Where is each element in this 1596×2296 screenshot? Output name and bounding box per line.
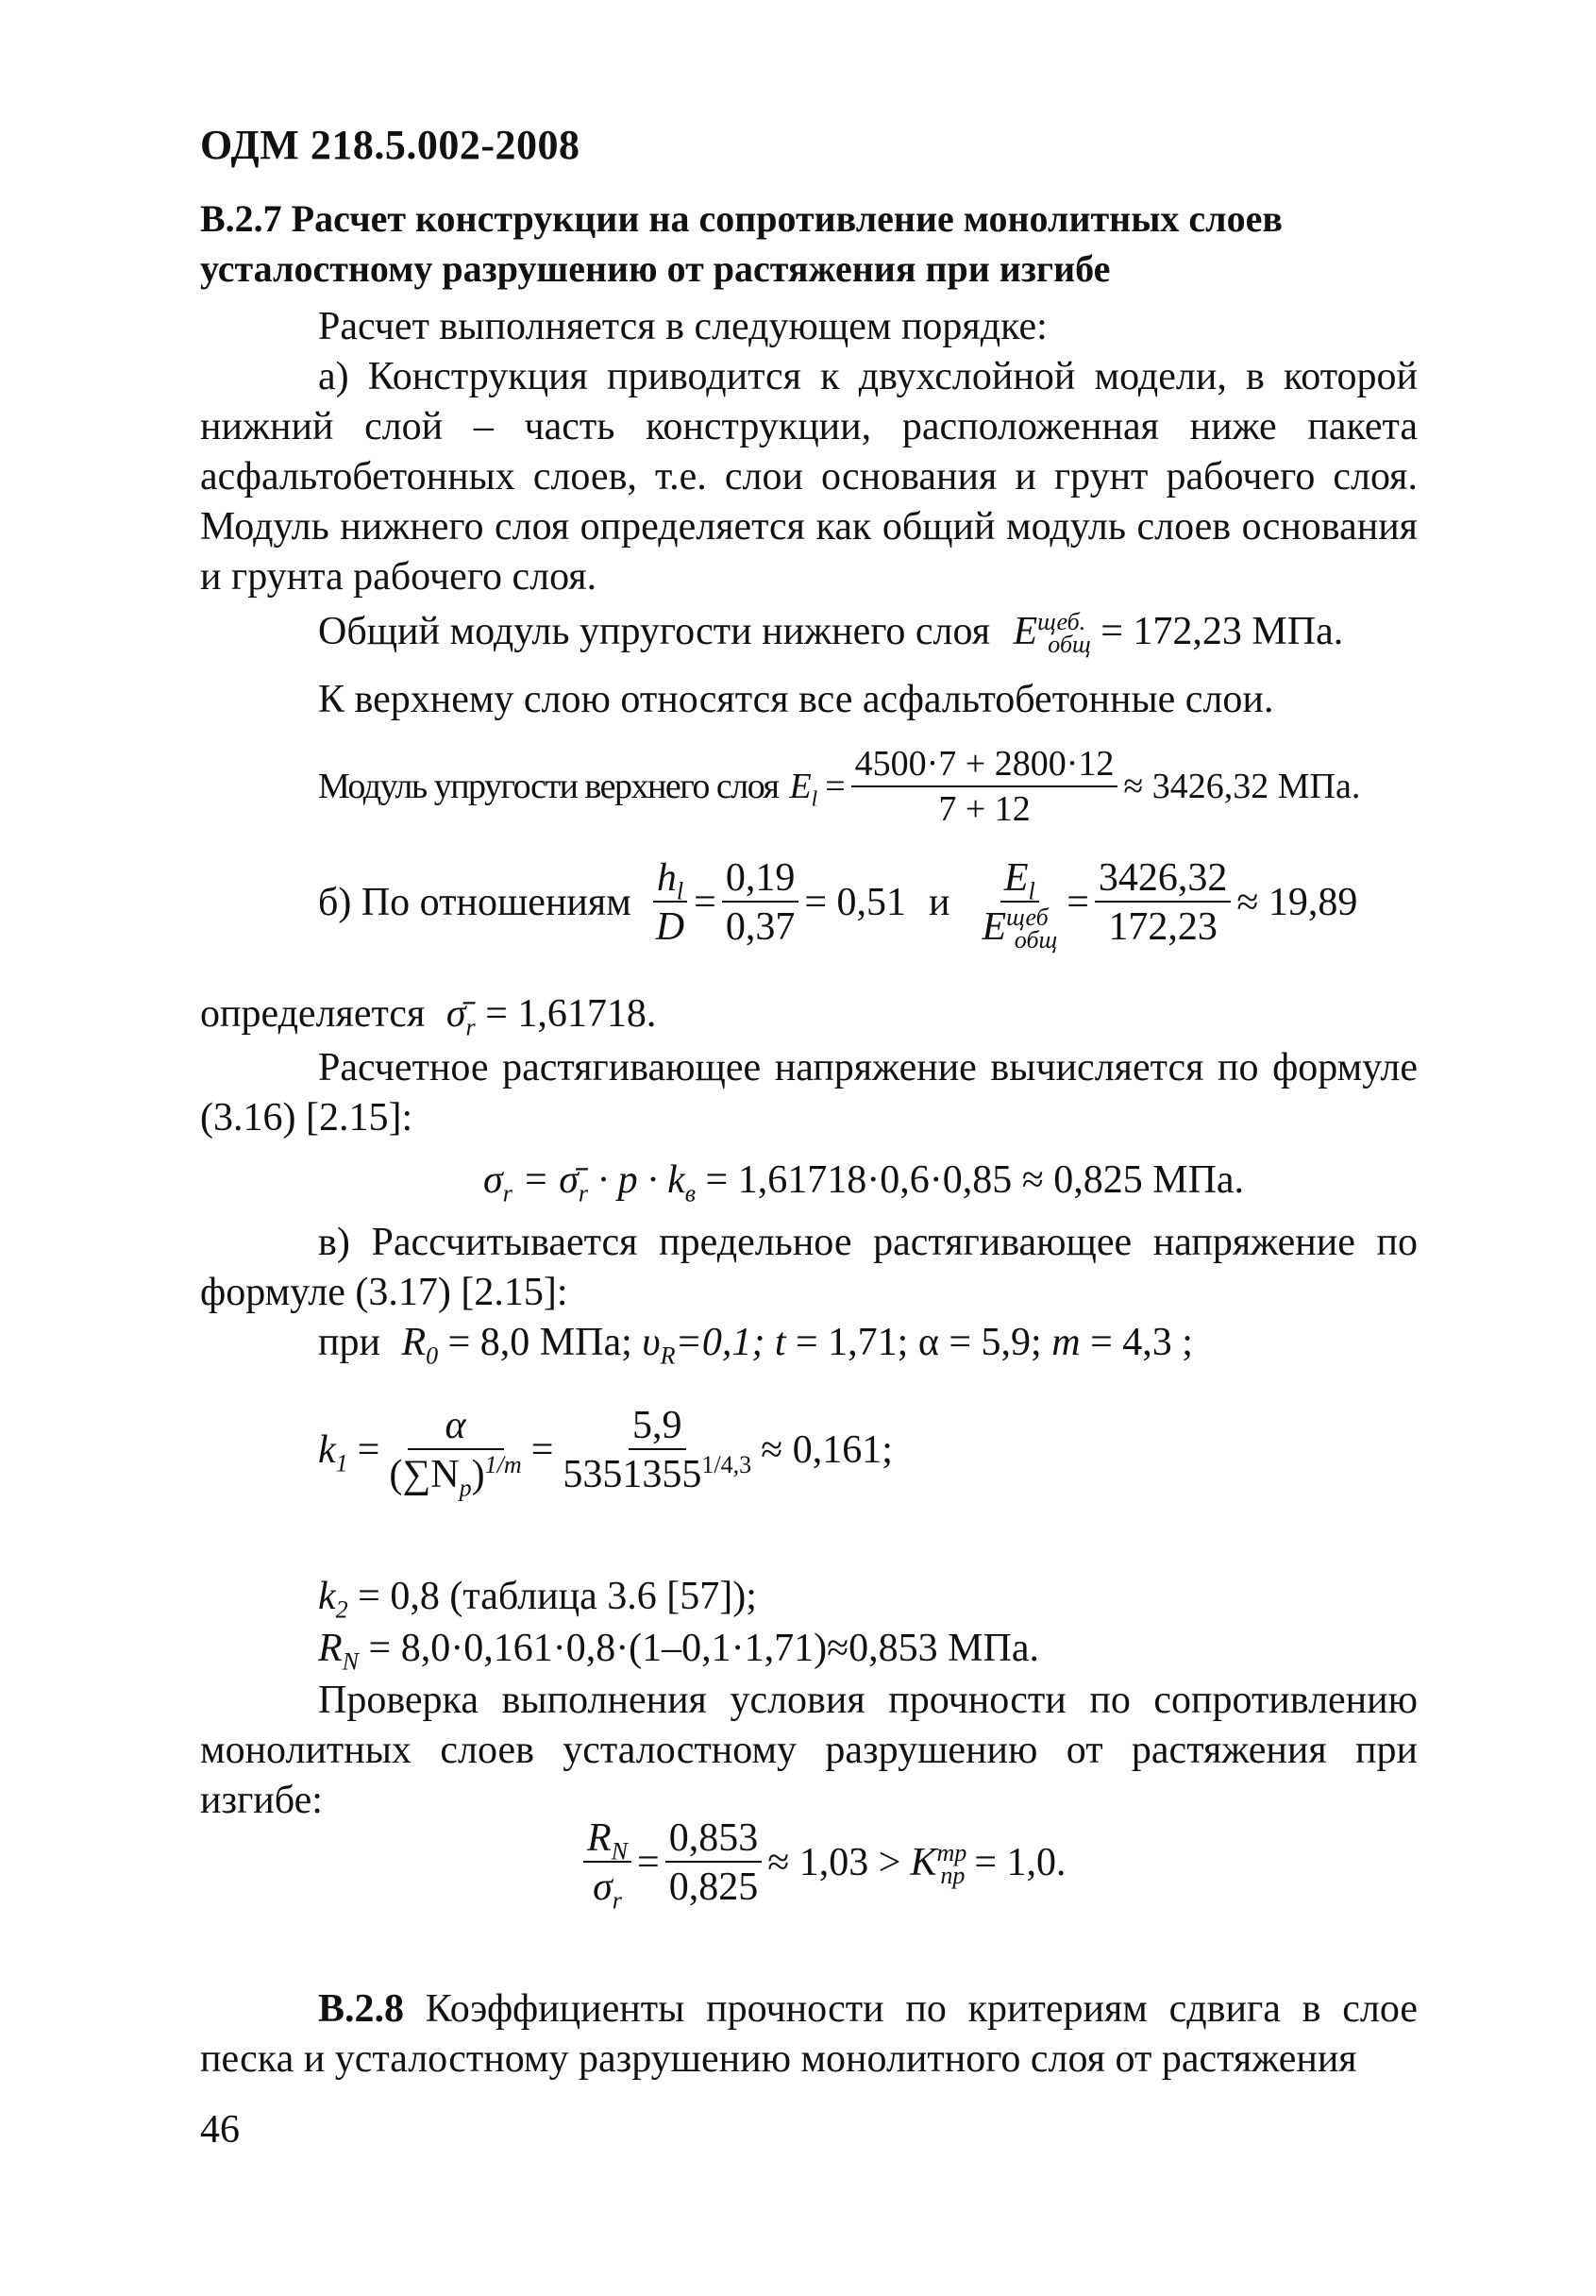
ratio-values-1: $\frac{0,19}{0,37}$ <box>722 857 799 948</box>
k1-fraction-numeric: $\frac{5,9}{5351355^{1/4,3}}$ <box>563 1404 752 1497</box>
k1-fraction-symbolic: $\frac{\alpha}{(\sum N_p)^{1/m}}$ <box>389 1404 522 1502</box>
formula-upper-modulus-lhs: $E_l$ <box>789 767 818 812</box>
ratios-and: и <box>929 880 950 924</box>
formula-upper-modulus-denominator: 7 + 12 <box>938 788 1031 829</box>
section-title-b27: В.2.7 Расчет конструкции на сопротивление монолитных слоев усталостному разрушению от растяжения при изгибе <box>200 197 1283 290</box>
formula-k1: $k_1$ = $\frac{\alpha}{(\sum N_p)^{1/m}}$ = $\frac{5,9}{5351355^{1/4,3}}$ ≈ 0,161; <box>318 1404 893 1502</box>
paragraph-model: а) Конструкция приводится к двухслойной модели, в которой нижний слой – часть конструкции, расположенная ниже пакета асфальтобетонных слоев, т.е. слои основания и грунт рабочего слоя. Модуль нижнего слоя определяется как общий модуль слоев основания и грунта рабочего слоя. <box>200 355 1418 599</box>
ratios-equals-1: = <box>694 880 716 924</box>
paragraph-upper-layer: К верхнему слою относятся все асфальтобетонные слои. <box>318 678 1274 721</box>
total-modulus-symbol: $E^{щеб.}_{общ}$ <box>1013 608 1091 659</box>
check-fraction-symbolic: $\frac{R_N}{\sigma_r}$ <box>583 1817 631 1908</box>
ratio-result-1: = 0,51 <box>804 880 907 924</box>
check-fraction-numeric: $\frac{0,853}{0,825}$ <box>665 1817 763 1908</box>
formula-upper-modulus-equals: = <box>825 767 846 807</box>
parameters-line: при $R_0 = 8,0$ МПа; $\upsilon_R=0,1$; t = 1,71; α = 5,9; m = 4,3 ; <box>318 1321 1193 1370</box>
rn-line: $R_N = 8,0\cdot 0,161\cdot 0,8\cdot(1-0,1\cdot 1,71)\approx 0,853$ МПа. <box>318 1627 1040 1676</box>
formula-upper-modulus-numerator: 4500·7 + 2800·12 <box>851 746 1118 787</box>
ratios-text: б) По отношениям <box>318 880 631 924</box>
page-number: 46 <box>200 2108 240 2152</box>
ratio-h-over-d: $\frac{h_l}{D}$ <box>652 857 688 948</box>
paragraph-limit-stress: в) Рассчитывается предельное растягивающее напряжение по формуле (3.17) [2.15]: <box>200 1221 1418 1314</box>
document-code: ОДМ 218.5.002-2008 <box>200 122 580 168</box>
formula-upper-modulus-label: Модуль упругости верхнего слоя <box>318 767 779 807</box>
total-modulus-value: = 172,23 МПа. <box>1100 610 1344 653</box>
paragraph-strength-check: Проверка выполнения условия прочности по сопротивлению монолитных слоев усталостному разрушению от растяжения при изгибе: <box>200 1679 1418 1822</box>
total-modulus-line <box>318 607 1343 657</box>
formula-design-stress: $\sigma_r$ = $\sigmā_r \cdot p \cdot k_в = 1,61718\cdot 0,6\cdot 0,85 \approx 0,825$ МПа. <box>483 1158 1245 1207</box>
paragraph-order: Расчет выполняется в следующем порядке: <box>318 305 1048 348</box>
formula-ratios <box>318 856 1358 954</box>
k2-line: $k_2 = 0,8$ (таблица 3.6 [57]); <box>318 1575 757 1624</box>
formula-strength-check: $\frac{R_N}{\sigma_r}$ = $\frac{0,853}{0,825}$ ≈ 1,03 > $K^{тр}_{пр}$ = 1,0. <box>578 1817 1067 1908</box>
section-title-b28: В.2.8 Коэффициенты прочности по критериям сдвига в слое песка и усталостному разрушению монолитного слоя от растяжения <box>200 1987 1418 2081</box>
sigma-determined-line: определяется $\sigmā_r = 1,61718$. <box>200 992 657 1041</box>
formula-upper-modulus <box>318 746 1360 829</box>
formula-upper-modulus-fraction <box>851 746 1118 829</box>
paragraph-design-stress: Расчетное растягивающее напряжение вычисляется по формуле (3.16) [2.15]: <box>200 1046 1418 1140</box>
ratios-equals-2: = <box>1067 880 1089 924</box>
ratio-result-2: ≈ 19,89 <box>1236 880 1358 924</box>
ratio-e-over-e: $\frac{E_l}{E^{щеб}_{общ}}$ <box>982 856 1058 954</box>
ratio-values-2: $\frac{3426,32}{172,23}$ <box>1095 857 1232 948</box>
total-modulus-text: Общий модуль упругости нижнего слоя <box>318 610 991 653</box>
formula-upper-modulus-result: ≈ 3426,32 МПа. <box>1123 767 1361 807</box>
